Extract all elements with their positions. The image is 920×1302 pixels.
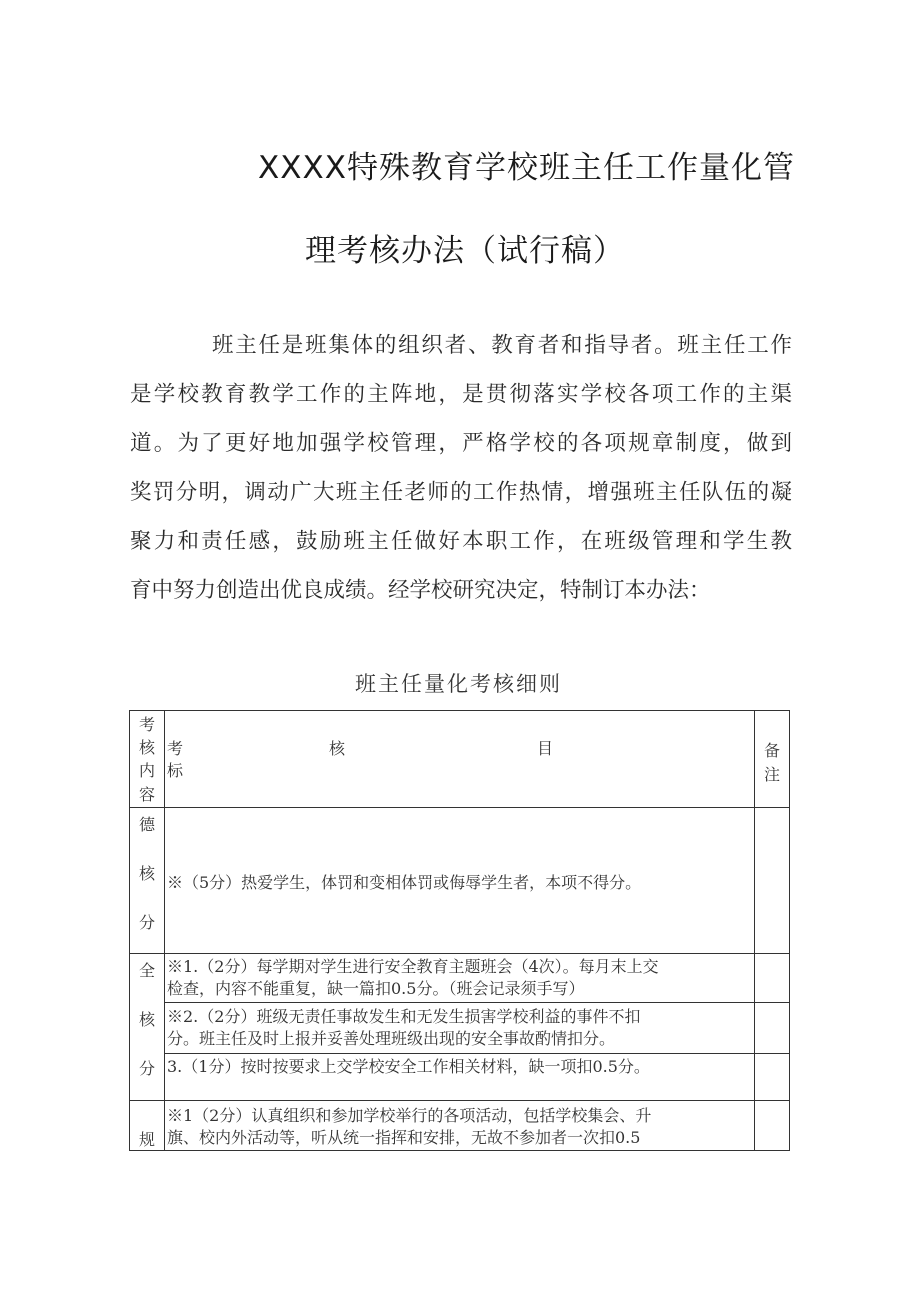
header-category-char-3: 内: [138, 761, 155, 780]
table-line-safety-1-bottom: [165, 1002, 790, 1003]
table-line-safety-2-bottom: [165, 1053, 790, 1054]
header-indicator-char-3: 目: [537, 739, 554, 758]
safety-category-char-3: 分: [138, 1059, 155, 1078]
discipline-item-1-line-1: ※1（2分）认真组织和参加学校举行的各项活动，包括学校集会、升: [167, 1106, 652, 1125]
intro-line-2: 是学校教育教学工作的主阵地，是贯彻落实学校各项工作的主渠: [130, 382, 792, 407]
header-category-char-2: 核: [138, 738, 155, 757]
safety-item-2-line-1: ※2.（2分）班级无责任事故发生和无发生损害学校利益的事件不扣: [167, 1007, 641, 1026]
header-indicator-char-1: 考: [167, 739, 184, 758]
safety-item-1-line-2: 检查，内容不能重复，缺一篇扣0.5分。（班会记录须手写）: [167, 979, 585, 998]
intro-line-4: 奖罚分明，调动广大班主任老师的工作热情，增强班主任队伍的凝: [130, 480, 792, 505]
moral-content: ※（5分）热爱学生，体罚和变相体罚或侮辱学生者，本项不得分。: [167, 873, 642, 892]
table-border-top: [129, 710, 790, 711]
intro-line-5: 聚力和责任感，鼓励班主任做好本职工作，在班级管理和学生教: [130, 529, 792, 554]
safety-item-3-line-1: 3.（1分）按时按要求上交学校安全工作相关材料，缺一项扣0.5分。: [167, 1057, 650, 1076]
intro-line-6: 育中努力创造出优良成绩。经学校研究决定，特制订本办法：: [130, 578, 711, 603]
table-line-moral-bottom: [129, 953, 790, 954]
safety-item-1-line-1: ※1.（2分）每学期对学生进行安全教育主题班会（4次）。每月末上交: [167, 957, 659, 976]
header-indicator-char-4: 标: [167, 761, 184, 780]
intro-line-3: 道。为了更好地加强学校管理，严格学校的各项规章制度，做到: [130, 431, 792, 456]
safety-category-char-1: 全: [138, 961, 155, 980]
table-border-bottom: [129, 1150, 790, 1151]
header-category-char-1: 考: [138, 715, 155, 734]
header-remarks-char-1: 备: [763, 741, 780, 760]
table-line-header-bottom: [129, 807, 790, 808]
moral-category-char-2: 核: [138, 864, 155, 883]
document-title-line-2: 理考核办法（试行稿）: [305, 233, 625, 269]
assessment-table: [129, 710, 790, 1151]
intro-line-1: 班主任是班集体的组织者、教育者和指导者。班主任工作: [212, 333, 792, 358]
moral-category-char-1: 德: [138, 815, 155, 834]
safety-item-2-line-2: 分。班主任及时上报并妥善处理班级出现的安全事故酌情扣分。: [167, 1029, 616, 1048]
document-title-line-1: XXXX特殊教育学校班主任工作量化管: [258, 150, 795, 186]
discipline-category-char-1: 规: [138, 1130, 155, 1149]
table-line-safety-bottom: [129, 1100, 790, 1101]
safety-category-char-2: 核: [138, 1010, 155, 1029]
table-title: 班主任量化考核细则: [355, 672, 562, 696]
header-remarks-char-2: 注: [763, 765, 780, 784]
moral-category-char-3: 分: [138, 913, 155, 932]
discipline-item-1-line-2: 旗、校内外活动等，听从统一指挥和安排，无故不参加者一次扣0.5: [167, 1128, 641, 1147]
header-indicator-char-2: 核: [329, 739, 346, 758]
header-category-char-4: 容: [138, 785, 155, 804]
